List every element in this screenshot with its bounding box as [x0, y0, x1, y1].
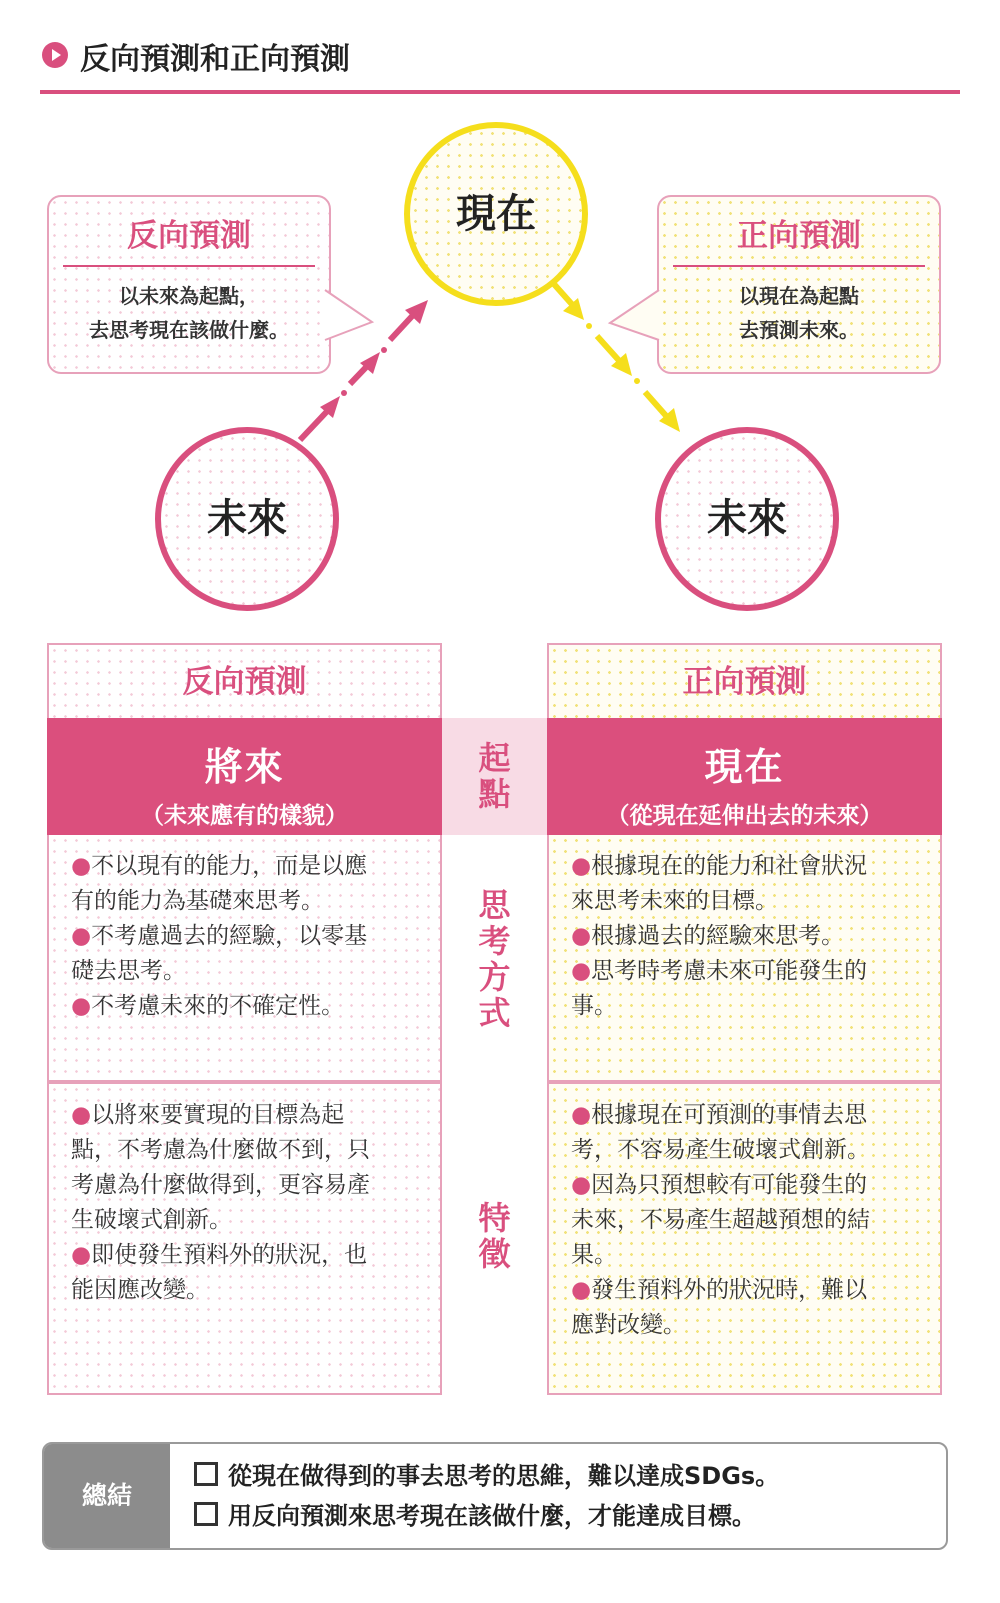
summary-label: 總結: [44, 1444, 170, 1548]
thinking-cell-backcasting: [47, 835, 442, 1082]
text-line: 未來，不易產生超越預想的結: [571, 1207, 870, 1233]
text-line: 礎去思考。: [71, 958, 186, 984]
bullet-icon: ●: [571, 1172, 592, 1198]
text-line: ●發生預料外的狀況時，難以: [571, 1277, 868, 1303]
text-line: 點，不考慮為什麼做不到，只: [71, 1137, 370, 1163]
text-line: ●根據現在可預測的事情去思: [571, 1102, 868, 1128]
text-line: ●根據現在的能力和社會狀況: [571, 853, 868, 879]
row-label-thinking: [442, 835, 547, 1082]
text-line: ●不考慮過去的經驗，以零基: [71, 923, 368, 949]
bubble-line: 去預測未來。: [739, 318, 859, 342]
text-line: 應對改變。: [571, 1312, 686, 1338]
features-text: [571, 1098, 926, 1343]
row-label-char: 方: [478, 958, 511, 996]
thinking-text: [571, 849, 926, 1024]
text-line: 果。: [571, 1242, 617, 1268]
forecasting-bubble-heading: 正向預測: [673, 207, 925, 267]
features-text: [71, 1098, 426, 1308]
bullet-icon: ●: [71, 993, 92, 1019]
text-line: 事。: [571, 993, 617, 1019]
table-header-forecasting: 正向預測: [547, 643, 942, 718]
text-line: ●不以現有的能力，而是以應: [71, 853, 368, 879]
row-label-char: 特: [478, 1199, 511, 1237]
bullet-icon: ●: [71, 1242, 92, 1268]
text-line: 有的能力為基礎來思考。: [71, 888, 324, 914]
thinking-cell-forecasting: [547, 835, 942, 1082]
text-line: 生破壞式創新。: [71, 1207, 232, 1233]
row-label-text: [442, 1200, 547, 1272]
row-label-features: [442, 1082, 547, 1395]
features-cell-backcasting: [47, 1082, 442, 1395]
summary-line-text: 從現在做得到的事去思考的思維，難以達成SDGs。: [228, 1462, 780, 1490]
row-label-char: 起: [478, 739, 511, 777]
summary-lines: [194, 1456, 779, 1536]
row-label-char: 點: [478, 775, 511, 813]
comparison-table: [47, 643, 942, 1395]
bullet-icon: ●: [571, 958, 592, 984]
forecasting-arrow: [553, 283, 680, 432]
page-title: 反向預測和正向預測: [80, 42, 350, 77]
checkbox-icon: [194, 1462, 218, 1486]
row-label-char: 思: [478, 886, 511, 924]
thinking-text: [71, 849, 426, 1024]
text-line: 考慮為什麼做得到，更容易產: [71, 1172, 370, 1198]
text-line: ●不考慮未來的不確定性。: [71, 993, 345, 1019]
table-header-backcasting: 反向預測: [47, 643, 442, 718]
bullet-icon: ●: [71, 853, 92, 879]
row-label-char: 式: [478, 994, 511, 1032]
start-sub-text: （從現在延伸出去的未來）: [606, 803, 883, 829]
bullet-icon: ●: [571, 1102, 592, 1128]
text-line: ●思考時考慮未來可能發生的: [571, 958, 868, 984]
bullet-icon: ●: [71, 1102, 92, 1128]
row-label-char: 徵: [478, 1235, 511, 1273]
bubble-line: 以未來為起點，: [119, 284, 259, 308]
text-line: 來思考未來的目標。: [571, 888, 778, 914]
summary-line-text: 用反向預測來思考現在該做什麼，才能達成目標。: [228, 1502, 756, 1530]
row-label-text: [442, 740, 547, 812]
right-bubble-tail: [610, 290, 659, 340]
text-line: ●即使發生預料外的狀況，也: [71, 1242, 368, 1268]
row-label-text: [442, 887, 547, 1031]
features-cell-forecasting: [547, 1082, 942, 1395]
start-main-text: 現在: [704, 745, 785, 789]
left-bubble-tail: [325, 290, 372, 340]
now-circle: 現在: [404, 122, 588, 306]
summary-box: [42, 1442, 948, 1550]
start-cell-backcasting: [47, 718, 442, 835]
bubble-line: 去思考現在該做什麼。: [89, 318, 289, 342]
bullet-icon: ●: [571, 1277, 592, 1303]
text-line: ●以將來要實現的目標為起: [71, 1102, 345, 1128]
start-sub-text: （未來應有的樣貌）: [141, 803, 348, 829]
text-line: ●因為只預想較有可能發生的: [571, 1172, 868, 1198]
start-main-text: 將來: [204, 745, 285, 789]
checkbox-icon: [194, 1502, 218, 1526]
backcasting-bubble-heading: 反向預測: [63, 207, 315, 267]
text-line: 能因應改變。: [71, 1277, 209, 1303]
bullet-icon: ●: [571, 853, 592, 879]
row-label-char: 考: [478, 922, 511, 960]
future-circle-forecasting: 未來: [655, 427, 839, 611]
summary-line: [194, 1456, 779, 1496]
text-line: 考，不容易產生破壞式創新。: [571, 1137, 870, 1163]
start-cell-forecasting: [547, 718, 942, 835]
bullet-icon: ●: [571, 923, 592, 949]
diagram-arrows: [0, 0, 1000, 640]
bullet-icon: ●: [71, 923, 92, 949]
text-line: ●根據過去的經驗來思考。: [571, 923, 845, 949]
bubble-line: 以現在為起點: [739, 284, 859, 308]
row-label-start: [442, 718, 547, 835]
summary-line: [194, 1496, 779, 1536]
future-circle-backcasting: 未來: [155, 427, 339, 611]
